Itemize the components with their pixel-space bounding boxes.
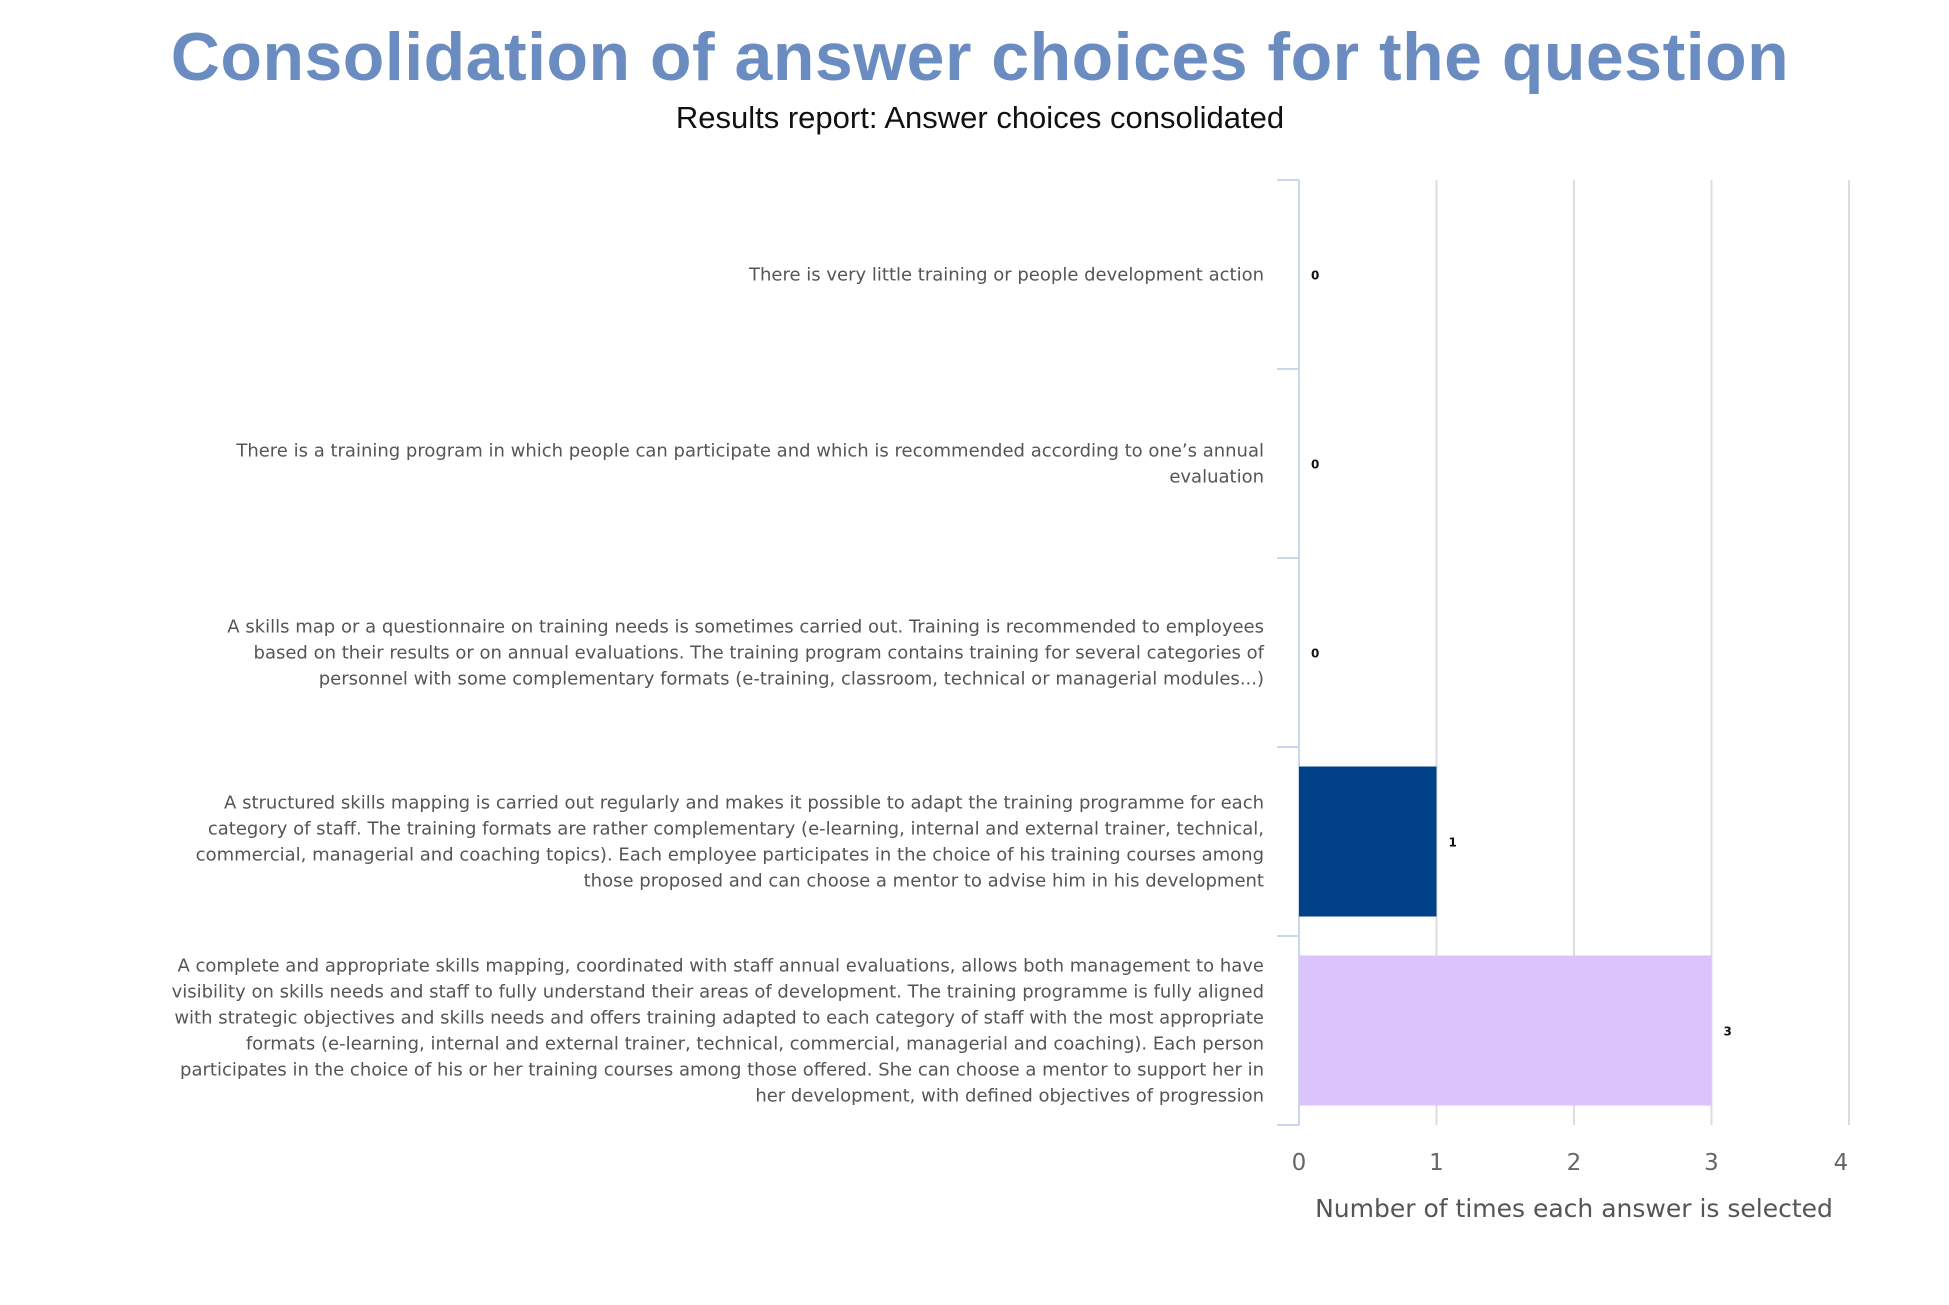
bar[interactable]: [1299, 956, 1712, 1106]
data-label: 0: [1311, 646, 1320, 661]
x-tick-label: 1: [1429, 1150, 1444, 1176]
x-tick-label: 3: [1704, 1150, 1719, 1176]
x-tick-label: 0: [1291, 1150, 1307, 1176]
x-axis-title: Number of times each answer is selected: [1315, 1194, 1833, 1223]
x-tick-label: 4: [1833, 1150, 1849, 1176]
category-label: A complete and appropriate skills mapping, coordinated with staff annual evaluations, allows both management to have visibility on skills needs and staff to fully understand their areas of development. The training programme is fully aligned with strategic objectives and skills needs and offers training adapted to each category of staff with the most appropriate formats (e-learning, internal and external trainer, technical, commercial, managerial and coaching). Each person participates in the choice of his or her training courses among those offered. She can choose a mentor to support her in her development, with defined objectives of progression: [171, 955, 1264, 1107]
category-labels: [172, 265, 1265, 1107]
category-axis: [1277, 180, 1299, 1125]
x-axis-ticks: [1292, 1150, 1849, 1176]
data-label: 3: [1723, 1024, 1732, 1039]
category-label: A structured skills mapping is carried out regularly and makes it possible to adapt the training programme for each category of staff. The training formats are rather complementary (e-learning, internal and external trainer, technical, commercial, managerial and coaching topics). Each employee participates in the choice of his training courses among those proposed and can choose a mentor to advise him in his development: [195, 792, 1264, 892]
bar[interactable]: [1299, 767, 1437, 917]
chart-subtitle: Results report: Answer choices consolidated: [675, 100, 1285, 135]
category-label: There is very little training or people development action: [749, 264, 1264, 286]
chart-title: Consolidation of answer choices for the question: [170, 19, 1790, 95]
data-label: 0: [1311, 268, 1320, 283]
data-label: 1: [1448, 835, 1457, 850]
category-label: A skills map or a questionnaire on training needs is sometimes carried out. Training is recommended to employees based on their results or on annual evaluations. The training program contains training for several categories of personnel with some complementary formats (e-training, classroom, technical or managerial modules...): [227, 616, 1264, 690]
x-tick-label: 2: [1566, 1150, 1582, 1176]
category-label: There is a training program in which people can participate and which is recommended according to one’s annual evaluation: [236, 440, 1264, 488]
data-label: 0: [1311, 457, 1320, 472]
bars: [1299, 269, 1732, 1106]
